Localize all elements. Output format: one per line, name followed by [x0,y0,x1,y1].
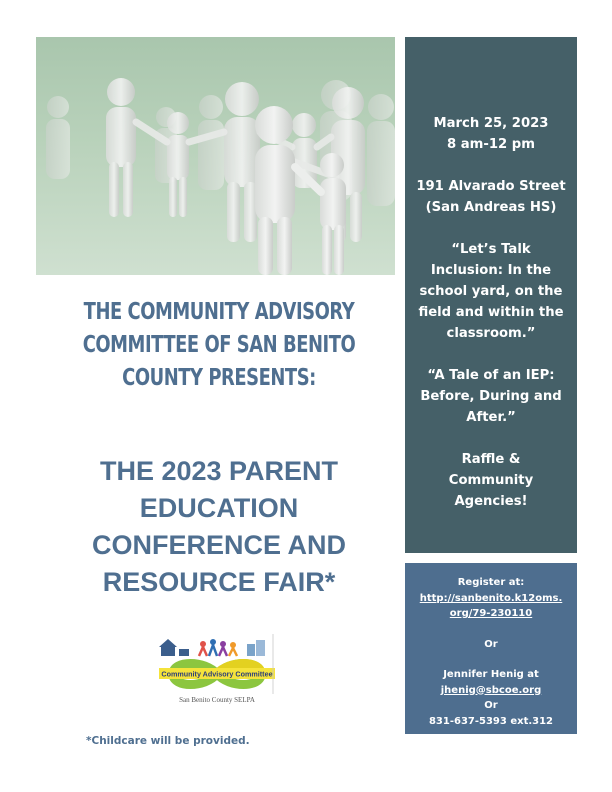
session-1-line: field and within the [418,305,564,320]
headline-line: COMMITTEE OF SAN BENITO [82,332,356,358]
registration-link[interactable]: org/79-230110 [449,608,533,619]
or-separator: Or [484,638,498,650]
session-1-line: “Let’s Talk [451,242,531,257]
extras-line: Community [448,473,534,488]
extras [405,449,577,512]
paper-people-illustration [36,37,395,275]
logo-name: Community Advisory Committee [161,669,273,679]
event-date: March 25, 2023 [433,116,549,131]
registration-link[interactable]: http://sanbenito.k12oms. [419,592,563,604]
headline-line: THE COMMUNITY ADVISORY [83,299,355,325]
event-time: 8 am-12 pm [446,137,535,152]
logo-subtitle: San Benito County SELPA [179,696,255,704]
event-address-line1: 191 Alvarado Street [416,179,566,194]
cac-logo [155,632,279,708]
session-2-line: Before, During and [420,389,562,404]
title-line: RESOURCE FAIR* [102,567,336,597]
session-1-line: school yard, on the [419,284,563,299]
contact-phone: 831-637-5393 ext.312 [428,715,554,727]
or-separator: Or [484,700,498,711]
contact-name: Jennifer Henig at [443,669,539,680]
presenter-headline [76,296,361,395]
contact-email-link[interactable]: jhenig@sbcoe.org [440,684,542,696]
headline-line: COUNTY PRESENTS: [122,365,316,391]
register-heading: Register at: [457,577,525,588]
session-2-line: After.” [466,410,516,425]
extras-line: Raffle & [461,452,521,467]
event-title [36,453,402,601]
registration-panel [405,563,577,734]
extras-line: Agencies! [454,494,528,509]
event-details-panel [405,37,577,553]
childcare-note: *Childcare will be provided. [86,735,250,747]
infinity-logo-icon [155,632,279,708]
session-1 [405,239,577,344]
session-1-line: classroom.” [446,326,536,341]
hero-photo [36,37,395,275]
event-address-line2: (San Andreas HS) [425,200,557,215]
session-1-line: Inclusion: In the [430,263,552,278]
session-2 [405,365,577,428]
title-line: EDUCATION [139,493,299,523]
session-2-line: “A Tale of an IEP: [427,368,555,383]
title-line: CONFERENCE AND [91,530,346,560]
title-line: THE 2023 PARENT [99,456,339,486]
